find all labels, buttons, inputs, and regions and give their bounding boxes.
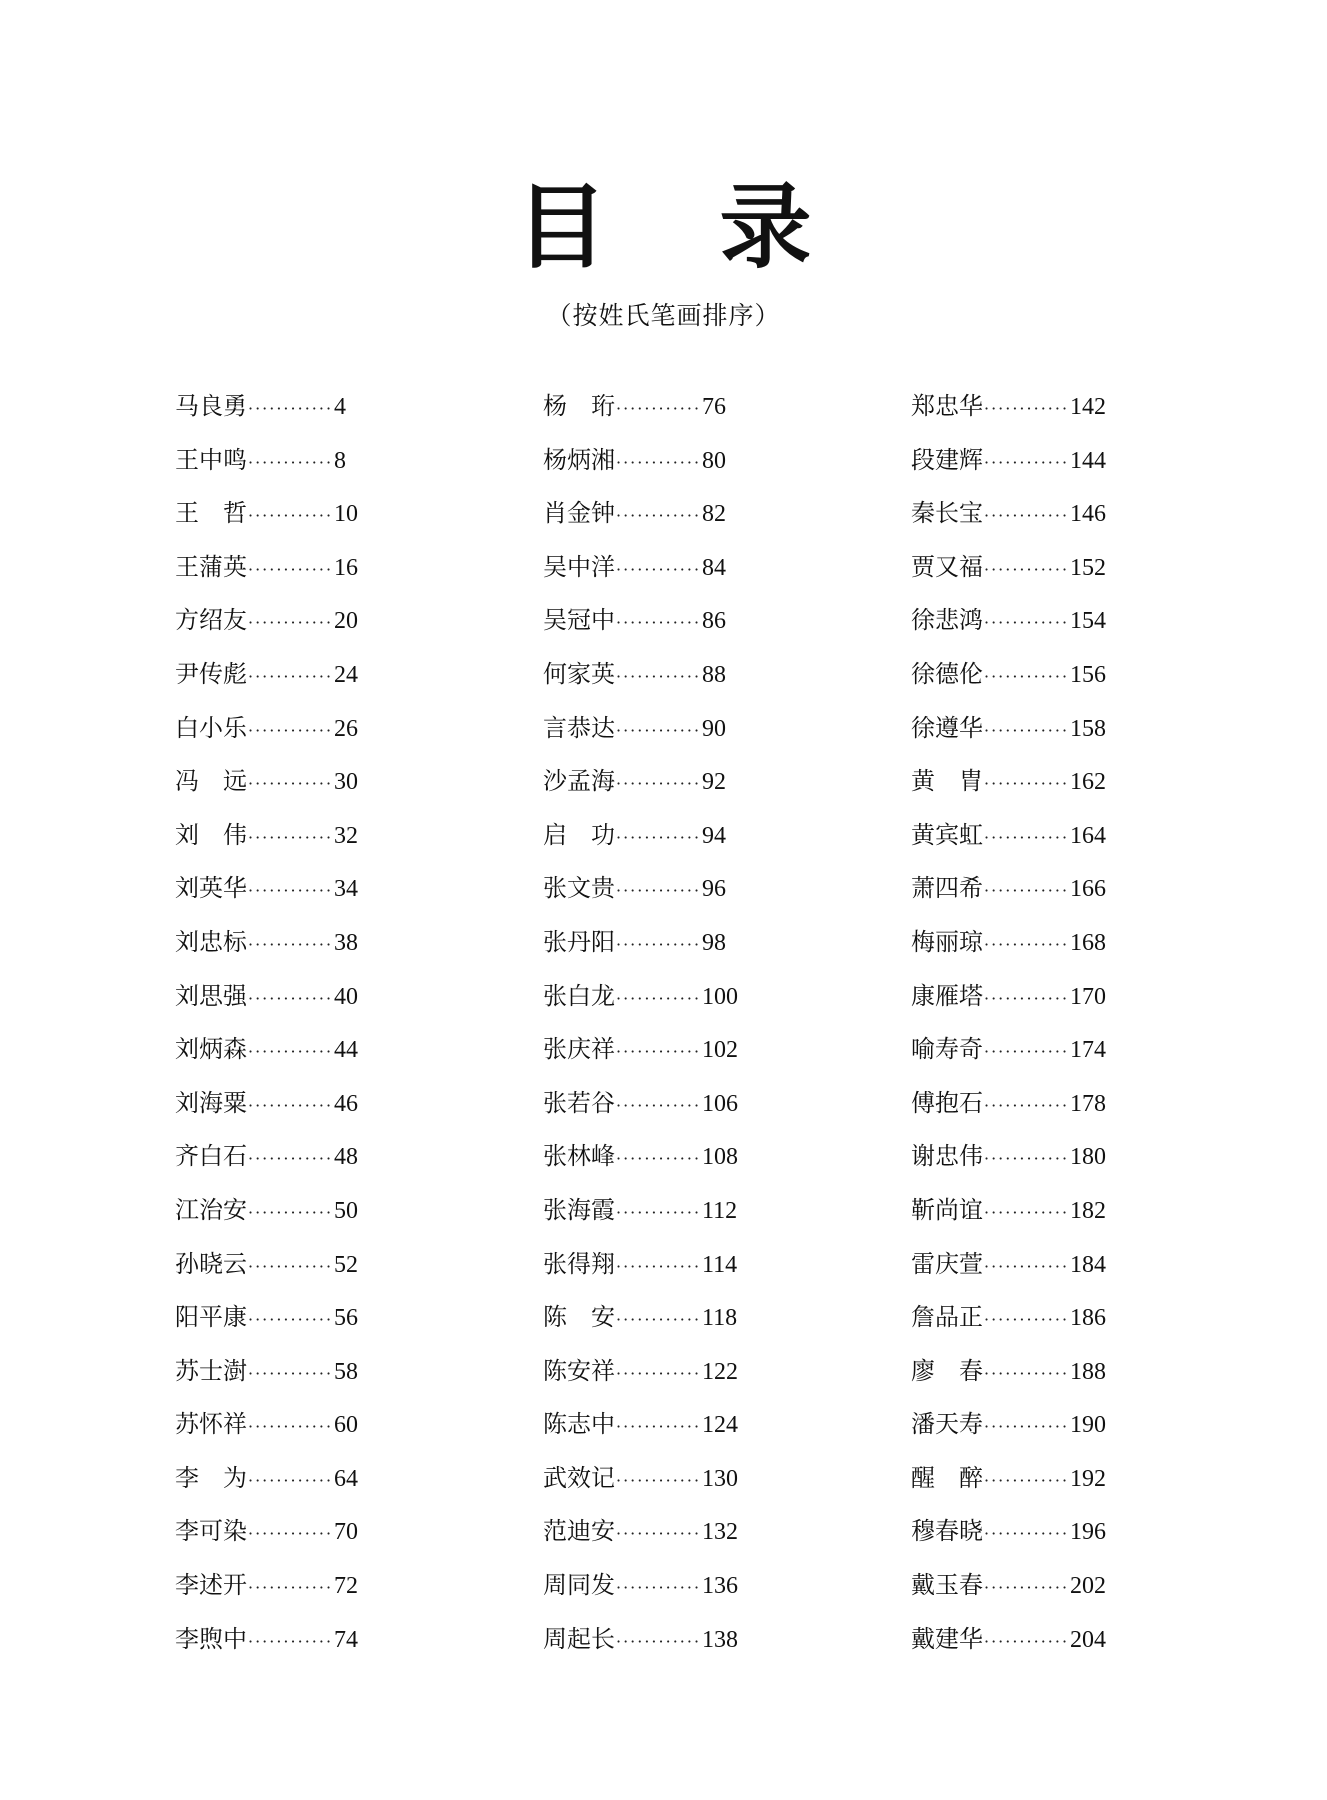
dot-leader: ············ [248, 988, 334, 1008]
toc-entry [543, 386, 783, 440]
toc-entry [543, 1511, 783, 1565]
dot-leader: ············ [616, 774, 702, 794]
toc-entry [175, 1083, 415, 1137]
entry-name: 谢忠伟 [911, 1142, 983, 1171]
toc-entry [175, 1458, 415, 1512]
dot-leader: ············ [248, 506, 334, 526]
entry-page-number: 178 [1070, 1090, 1107, 1117]
entry-page-number: 50 [334, 1197, 359, 1224]
toc-entry [543, 1083, 783, 1137]
entry-page-number: 20 [334, 608, 359, 635]
entry-name: 刘英华 [175, 874, 247, 903]
entry-name: 刘海粟 [175, 1088, 247, 1117]
entry-page-number: 34 [334, 876, 359, 903]
toc-entry [543, 1029, 783, 1083]
entry-name: 张文贵 [543, 874, 615, 903]
entry-name: 苏士澍 [175, 1356, 247, 1385]
entry-name: 戴玉春 [911, 1571, 983, 1600]
entry-name: 武效记 [543, 1463, 615, 1492]
entry-name: 徐德伦 [911, 659, 983, 688]
entry-name: 秦长宝 [911, 499, 983, 528]
dot-leader: ············ [984, 1202, 1070, 1222]
dot-leader: ············ [616, 613, 702, 633]
toc-entry [543, 1404, 783, 1458]
dot-leader: ············ [984, 613, 1070, 633]
toc-entry [175, 1244, 415, 1298]
entry-name: 刘思强 [175, 981, 247, 1010]
entry-page-number: 96 [702, 876, 727, 903]
dot-leader: ············ [616, 399, 702, 418]
entry-name: 方绍友 [175, 606, 247, 635]
entry-page-number: 26 [334, 715, 359, 742]
toc-entry [543, 1351, 783, 1405]
toc-entry [911, 547, 1151, 601]
dot-leader: ············ [616, 881, 702, 901]
entry-page-number: 84 [702, 554, 727, 581]
toc-entry [543, 547, 783, 601]
entry-name: 段建辉 [911, 445, 983, 474]
dot-leader: ············ [984, 559, 1070, 579]
entry-page-number: 136 [702, 1573, 739, 1600]
toc-entry [543, 493, 783, 547]
toc-entry [175, 1404, 415, 1458]
dot-leader: ············ [248, 1578, 334, 1598]
entry-page-number: 174 [1070, 1037, 1107, 1064]
entry-name: 李 为 [175, 1463, 247, 1492]
entry-page-number: 192 [1070, 1465, 1107, 1492]
dot-leader: ············ [248, 1417, 334, 1437]
dot-leader: ············ [248, 1042, 334, 1062]
entry-page-number: 166 [1070, 876, 1107, 903]
dot-leader: ············ [248, 1202, 334, 1222]
entry-page-number: 30 [334, 769, 359, 796]
page-subtitle: （按姓氏笔画排序） [546, 301, 781, 330]
dot-leader: ············ [984, 666, 1070, 686]
toc-entry [911, 493, 1151, 547]
entry-page-number: 74 [334, 1626, 359, 1653]
entry-page-number: 142 [1070, 394, 1107, 420]
dot-leader: ············ [616, 506, 702, 526]
entry-page-number: 156 [1070, 661, 1107, 688]
toc-entry [911, 654, 1151, 708]
entry-page-number: 64 [334, 1465, 359, 1492]
entry-page-number: 90 [702, 715, 727, 742]
dot-leader: ············ [984, 1310, 1070, 1330]
dot-leader: ············ [984, 1095, 1070, 1115]
toc-entry [543, 1297, 783, 1351]
toc-entry [543, 761, 783, 815]
entry-page-number: 60 [334, 1412, 359, 1439]
entry-page-number: 144 [1070, 447, 1107, 474]
toc-entry [911, 1565, 1151, 1619]
entry-name: 傅抱石 [911, 1088, 983, 1117]
dot-leader: ············ [984, 1363, 1070, 1383]
toc-entry [911, 1404, 1151, 1458]
toc-entry [175, 654, 415, 708]
entry-name: 靳尚谊 [911, 1195, 983, 1224]
entry-page-number: 114 [702, 1251, 738, 1278]
entry-name: 张得翔 [543, 1249, 615, 1278]
dot-leader: ············ [984, 720, 1070, 740]
toc-column-3 [911, 386, 1151, 1672]
toc-entry [175, 493, 415, 547]
entry-page-number: 196 [1070, 1519, 1107, 1546]
entry-page-number: 162 [1070, 769, 1107, 796]
entry-name: 启 功 [543, 820, 615, 849]
toc-entry [911, 1351, 1151, 1405]
dot-leader: ············ [984, 1417, 1070, 1437]
toc-entry [175, 1297, 415, 1351]
entry-name: 苏怀祥 [175, 1410, 247, 1439]
dot-leader: ············ [984, 1631, 1070, 1651]
entry-name: 穆春晓 [911, 1517, 983, 1546]
entry-name: 戴建华 [911, 1624, 983, 1653]
toc-entry [911, 976, 1151, 1030]
toc-entry [175, 440, 415, 494]
entry-name: 徐悲鸿 [911, 606, 983, 635]
entry-page-number: 106 [702, 1090, 739, 1117]
toc-entry [543, 708, 783, 762]
entry-page-number: 48 [334, 1144, 359, 1171]
entry-name: 吴中洋 [543, 552, 615, 581]
entry-page-number: 146 [1070, 501, 1107, 528]
entry-page-number: 46 [334, 1090, 359, 1117]
entry-page-number: 40 [334, 983, 359, 1010]
entry-name: 张庆祥 [543, 1035, 615, 1064]
entry-name: 张丹阳 [543, 927, 615, 956]
entry-page-number: 102 [702, 1037, 739, 1064]
entry-name: 徐遵华 [911, 713, 983, 742]
entry-name: 阳平康 [175, 1303, 247, 1332]
dot-leader: ············ [616, 1417, 702, 1437]
dot-leader: ············ [616, 1256, 702, 1276]
dot-leader: ············ [248, 720, 334, 740]
entry-name: 尹传彪 [175, 659, 247, 688]
dot-leader: ············ [984, 506, 1070, 526]
toc-entry [175, 386, 415, 440]
toc-entry [911, 440, 1151, 494]
toc-entry [543, 922, 783, 976]
toc-entry [543, 815, 783, 869]
dot-leader: ············ [248, 827, 334, 847]
dot-leader: ············ [248, 399, 334, 418]
dot-leader: ············ [616, 452, 702, 472]
entry-page-number: 76 [702, 394, 727, 420]
entry-page-number: 32 [334, 822, 359, 849]
dot-leader: ············ [984, 881, 1070, 901]
dot-leader: ············ [984, 1470, 1070, 1490]
entry-name: 李煦中 [175, 1624, 247, 1653]
toc-entry [911, 1083, 1151, 1137]
dot-leader: ············ [984, 399, 1070, 418]
dot-leader: ············ [616, 1631, 702, 1651]
entry-page-number: 168 [1070, 929, 1107, 956]
entry-page-number: 38 [334, 929, 359, 956]
toc-entry [543, 868, 783, 922]
dot-leader: ············ [248, 666, 334, 686]
entry-page-number: 158 [1070, 715, 1107, 742]
toc-entry [543, 976, 783, 1030]
entry-page-number: 94 [702, 822, 727, 849]
entry-name: 雷庆萱 [911, 1249, 983, 1278]
dot-leader: ············ [616, 720, 702, 740]
toc-entry [911, 1136, 1151, 1190]
entry-page-number: 88 [702, 661, 727, 688]
toc-entry [175, 922, 415, 976]
entry-page-number: 202 [1070, 1573, 1107, 1600]
entry-name: 康雁塔 [911, 981, 983, 1010]
dot-leader: ············ [248, 452, 334, 472]
entry-name: 醒 醉 [911, 1463, 983, 1492]
toc-entry [543, 1244, 783, 1298]
dot-leader: ············ [984, 1578, 1070, 1598]
dot-leader: ············ [248, 613, 334, 633]
dot-leader: ············ [616, 666, 702, 686]
toc-column-1 [175, 386, 415, 1672]
dot-leader: ············ [248, 1256, 334, 1276]
entry-page-number: 186 [1070, 1305, 1107, 1332]
entry-name: 张若谷 [543, 1088, 615, 1117]
toc-entry [911, 600, 1151, 654]
entry-name: 沙孟海 [543, 767, 615, 796]
entry-page-number: 180 [1070, 1144, 1107, 1171]
toc-entry [175, 708, 415, 762]
dot-leader: ············ [248, 1631, 334, 1651]
entry-page-number: 24 [334, 661, 359, 688]
entry-name: 陈 安 [543, 1303, 615, 1332]
entry-name: 梅丽琼 [911, 927, 983, 956]
toc-entry [175, 1136, 415, 1190]
entry-page-number: 8 [334, 447, 347, 474]
entry-page-number: 204 [1070, 1626, 1107, 1653]
toc-entry [543, 1190, 783, 1244]
dot-leader: ············ [984, 934, 1070, 954]
entry-name: 江治安 [175, 1195, 247, 1224]
entry-page-number: 182 [1070, 1197, 1107, 1224]
entry-name: 周同发 [543, 1571, 615, 1600]
entry-name: 刘 伟 [175, 820, 247, 849]
entry-name: 孙晓云 [175, 1249, 247, 1278]
dot-leader: ············ [248, 559, 334, 579]
toc-entry [175, 1190, 415, 1244]
entry-name: 王 哲 [175, 499, 247, 528]
dot-leader: ············ [616, 1310, 702, 1330]
toc-entry [911, 708, 1151, 762]
entry-page-number: 154 [1070, 608, 1107, 635]
dot-leader: ············ [248, 774, 334, 794]
entry-page-number: 56 [334, 1305, 359, 1332]
dot-leader: ············ [616, 1202, 702, 1222]
entry-page-number: 100 [702, 983, 739, 1010]
entry-page-number: 82 [702, 501, 727, 528]
toc-entry [543, 600, 783, 654]
toc-entry [175, 600, 415, 654]
page-title: 目 录 [515, 174, 852, 281]
entry-page-number: 130 [702, 1465, 739, 1492]
entry-page-number: 124 [702, 1412, 739, 1439]
toc-entry [911, 761, 1151, 815]
entry-page-number: 184 [1070, 1251, 1107, 1278]
entry-page-number: 86 [702, 608, 727, 635]
dot-leader: ············ [248, 1095, 334, 1115]
entry-name: 喻寿奇 [911, 1035, 983, 1064]
dot-leader: ············ [616, 1524, 702, 1544]
dot-leader: ············ [984, 827, 1070, 847]
dot-leader: ············ [616, 1042, 702, 1062]
dot-leader: ············ [248, 1363, 334, 1383]
entry-name: 张林峰 [543, 1142, 615, 1171]
dot-leader: ············ [984, 1524, 1070, 1544]
toc-entry [911, 868, 1151, 922]
dot-leader: ············ [616, 988, 702, 1008]
dot-leader: ············ [984, 988, 1070, 1008]
toc-entry [911, 1190, 1151, 1244]
entry-page-number: 72 [334, 1573, 359, 1600]
entry-name: 张海霞 [543, 1195, 615, 1224]
entry-name: 齐白石 [175, 1142, 247, 1171]
entry-page-number: 16 [334, 554, 359, 581]
toc-entry [543, 654, 783, 708]
entry-page-number: 152 [1070, 554, 1107, 581]
entry-page-number: 4 [334, 394, 347, 420]
entry-name: 詹品正 [911, 1303, 983, 1332]
entry-page-number: 190 [1070, 1412, 1107, 1439]
entry-name: 范迪安 [543, 1517, 615, 1546]
entry-name: 陈志中 [543, 1410, 615, 1439]
dot-leader: ············ [984, 452, 1070, 472]
entry-name: 白小乐 [175, 713, 247, 742]
toc-entry [175, 1511, 415, 1565]
entry-name: 李可染 [175, 1517, 247, 1546]
entry-name: 潘天寿 [911, 1410, 983, 1439]
toc-entry [911, 1297, 1151, 1351]
toc-entry [175, 976, 415, 1030]
entry-page-number: 122 [702, 1358, 739, 1385]
entry-page-number: 108 [702, 1144, 739, 1171]
entry-name: 杨炳湘 [543, 445, 615, 474]
entry-name: 周起长 [543, 1624, 615, 1653]
entry-name: 黄 胄 [911, 767, 983, 796]
entry-name: 陈安祥 [543, 1356, 615, 1385]
dot-leader: ············ [616, 1363, 702, 1383]
entry-page-number: 132 [702, 1519, 739, 1546]
entry-page-number: 58 [334, 1358, 359, 1385]
toc-entry [175, 1619, 415, 1673]
dot-leader: ············ [616, 1149, 702, 1169]
entry-page-number: 92 [702, 769, 727, 796]
entry-page-number: 80 [702, 447, 727, 474]
dot-leader: ············ [616, 1095, 702, 1115]
dot-leader: ············ [248, 934, 334, 954]
dot-leader: ············ [616, 1578, 702, 1598]
dot-leader: ············ [984, 1256, 1070, 1276]
dot-leader: ············ [248, 1310, 334, 1330]
entry-name: 吴冠中 [543, 606, 615, 635]
entry-name: 郑忠华 [911, 392, 983, 420]
dot-leader: ············ [616, 559, 702, 579]
entry-page-number: 10 [334, 501, 359, 528]
toc-entry [911, 1244, 1151, 1298]
entry-name: 李述开 [175, 1571, 247, 1600]
toc-entry [543, 440, 783, 494]
toc-entry [911, 1619, 1151, 1673]
entry-page-number: 164 [1070, 822, 1107, 849]
dot-leader: ············ [248, 1524, 334, 1544]
dot-leader: ············ [616, 1470, 702, 1490]
entry-page-number: 52 [334, 1251, 359, 1278]
toc-entry [543, 1619, 783, 1673]
toc-entry [911, 1458, 1151, 1512]
toc-entry [175, 1029, 415, 1083]
dot-leader: ············ [984, 1149, 1070, 1169]
toc-entry [911, 922, 1151, 976]
dot-leader: ············ [616, 934, 702, 954]
entry-name: 冯 远 [175, 767, 247, 796]
entry-page-number: 188 [1070, 1358, 1107, 1385]
toc-column-2 [543, 386, 783, 1672]
dot-leader: ············ [616, 827, 702, 847]
entry-name: 刘炳森 [175, 1035, 247, 1064]
entry-page-number: 70 [334, 1519, 359, 1546]
toc-entry [175, 815, 415, 869]
entry-page-number: 138 [702, 1626, 739, 1653]
entry-page-number: 44 [334, 1037, 359, 1064]
dot-leader: ············ [248, 1149, 334, 1169]
toc-entry [911, 1029, 1151, 1083]
toc-entry [543, 1136, 783, 1190]
entry-name: 王蒲英 [175, 552, 247, 581]
toc-entry [911, 815, 1151, 869]
toc-entry [911, 386, 1151, 440]
entry-page-number: 112 [702, 1197, 738, 1224]
entry-name: 何家英 [543, 659, 615, 688]
entry-name: 黄宾虹 [911, 820, 983, 849]
toc-entry [175, 761, 415, 815]
dot-leader: ············ [248, 881, 334, 901]
toc-entry [175, 868, 415, 922]
entry-page-number: 170 [1070, 983, 1107, 1010]
entry-page-number: 118 [702, 1305, 738, 1332]
dot-leader: ············ [248, 1470, 334, 1490]
entry-name: 张白龙 [543, 981, 615, 1010]
dot-leader: ············ [984, 1042, 1070, 1062]
entry-page-number: 98 [702, 929, 727, 956]
entry-name: 杨 珩 [543, 392, 615, 420]
entry-name: 言恭达 [543, 713, 615, 742]
toc-entry [175, 1565, 415, 1619]
entry-name: 刘忠标 [175, 927, 247, 956]
entry-name: 马良勇 [175, 392, 247, 420]
toc-entry [175, 547, 415, 601]
entry-name: 王中鸣 [175, 445, 247, 474]
entry-name: 肖金钟 [543, 499, 615, 528]
entry-name: 萧四希 [911, 874, 983, 903]
toc-entry [543, 1458, 783, 1512]
dot-leader: ············ [984, 774, 1070, 794]
entry-name: 廖 春 [911, 1356, 983, 1385]
toc-entry [911, 1511, 1151, 1565]
toc-entry [543, 1565, 783, 1619]
entry-name: 贾又福 [911, 552, 983, 581]
toc-entry [175, 1351, 415, 1405]
